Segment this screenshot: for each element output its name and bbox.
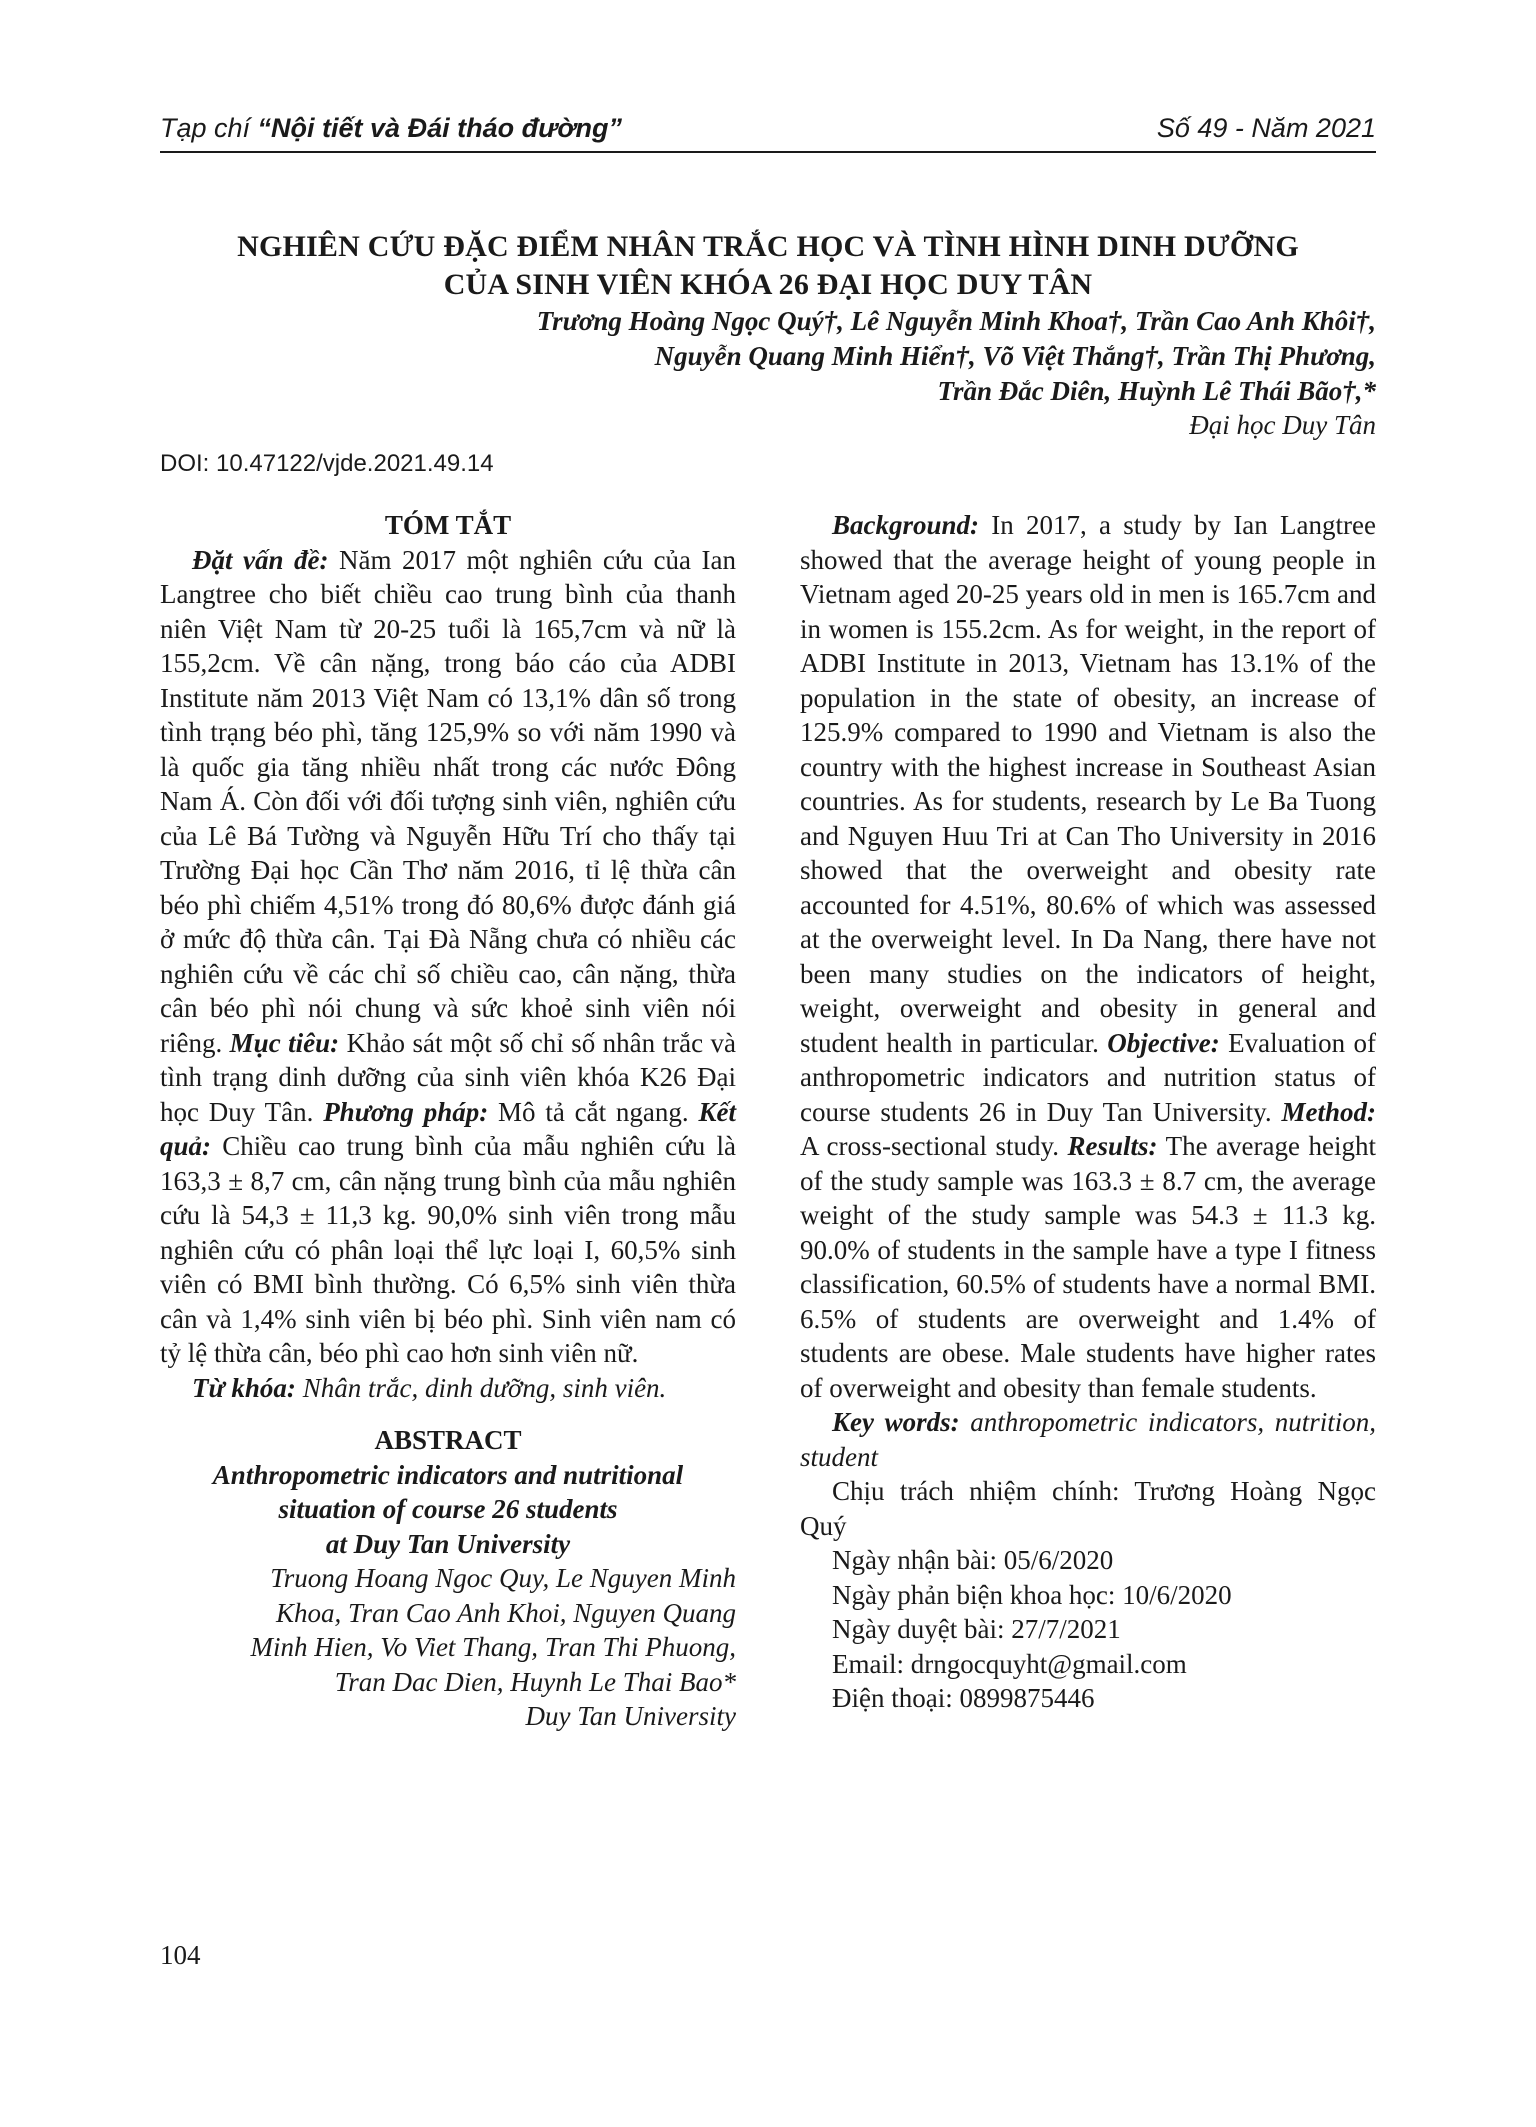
en-abstract-heading: ABSTRACT [374,1425,522,1455]
header-rule [160,151,1376,153]
page-number: 104 [160,1940,201,1970]
date-reviewed: Ngày phản biện khoa học: 10/6/2020 [832,1579,1232,1610]
en-label-method: Method: [1281,1096,1376,1127]
en-label-objective: Objective: [1107,1027,1220,1058]
en-keywords: Key words: anthropometric indicators, nutrition, student [800,1407,1376,1472]
en-abstract-body: Background: In 2017, a study by Ian Langtree showed that the average height of young people in Vietnam aged 20-25 years old in men is 165.7cm and in women is 155.2cm. As for weight, in the report of ADBI Institute in 2013, Vietnam has 13.1% of the population in the state of obesity, an increase of 125.9% compared to 1990 and Vietnam is also the country with the highest increase in Southeast Asian countries. As for students, research by Le Ba Tuong and Nguyen Huu Tri at Can Tho University in 2016 showed that the overweight and obesity rate accounted for 4.51%, 80.6% of which was assessed at the overweight level. In Da Nang, there have not been many studies on the indicators of height, weight, overweight and obesity in general and student health in particular. Objective: Evaluation of anthropometric indicators and nutrition status of course students 26 in Duy Tan University. Method: A cross-sectional study. Results: The average height of the study sample was 163.3 ± 8.7 cm, the average weight of the study sample was 54.3 ± 11.3 kg. 90.0% of students in the sample have a type I fitness classification, 60.5% of students have a normal BMI. 6.5% of students are overweight and 1.4% of students are obese. Male students have higher rates of overweight and obesity than female students. [800,510,1376,1403]
authors-line-2: Nguyễn Quang Minh Hiển†, Võ Việt Thắng†, Trần Thị Phương, [654,341,1376,371]
affiliation: Đại học Duy Tân [1189,410,1376,440]
date-approved: Ngày duyệt bài: 27/7/2021 [832,1614,1121,1644]
doi: DOI: 10.47122/vjde.2021.49.14 [160,450,494,477]
vn-abstract-body: Đặt vấn đề: Năm 2017 một nghiên cứu của Ian Langtree cho biết chiều cao trung bình của thanh niên Việt Nam từ 20-25 tuổi là 165,7cm và nữ là 155,2cm. Về cân nặng, trong báo cáo của ADBI Institute năm 2013 Việt Nam có 13,1% dân số trong tình trạng béo phì, tăng 125,9% so với năm 1990 và là quốc gia tăng nhiều nhất trong các nước Đông Nam Á. Còn đối với đối tượng sinh viên, nghiên cứu của Lê Bá Tường và Nguyễn Hữu Trí cho thấy tại Trường Đại học Cần Thơ năm 2016, tỉ lệ thừa cân béo phì chiếm 4,51% trong đó 80,6% được đánh giá ở mức độ thừa cân. Tại Đà Nẵng chưa có nhiều các nghiên cứu về các chỉ số chiều cao, cân nặng, thừa cân béo phì nói chung và sức khoẻ sinh viên nói riêng. Mục tiêu: Khảo sát một số chỉ số nhân trắc và tình trạng dinh dưỡng của sinh viên khóa K26 Đại học Duy Tân. Phương pháp: Mô tả cắt ngang. Kết quả: Chiều cao trung bình của mẫu nghiên cứu là 163,3 ± 8,7 cm, cân nặng trung bình của mẫu nghiên cứu là 54,3 ± 11,3 kg. 90,0% sinh viên trong mẫu nghiên cứu có phân loại thể lực loại I, 60,5% sinh viên có BMI bình thường. Có 6,5% sinh viên thừa cân và 1,4% sinh viên bị béo phì. Sinh viên nam có tỷ lệ thừa cân, béo phì cao hơn sinh viên nữ. [160,544,736,1368]
en-authors-line-3: Minh Hien, Vo Viet Thang, Tran Thi Phuong, [250,1632,736,1662]
date-received: Ngày nhận bài: 05/6/2020 [832,1545,1114,1575]
vn-label-background: Đặt vấn đề: [192,544,329,575]
contact-phone: Điện thoại: 0899875446 [832,1683,1095,1713]
en-title-line-1: Anthropometric indicators and nutritional [212,1459,684,1490]
running-header [160,113,1376,151]
spacer [160,1405,736,1423]
issue-number: Số 49 - Năm 2021 [1156,113,1376,143]
paper-title-line-2: CỦA SINH VIÊN KHÓA 26 ĐẠI HỌC DUY TÂN [443,268,1093,301]
en-affiliation: Duy Tan University [525,1701,736,1731]
authors-line-3: Trần Đắc Diên, Huỳnh Lê Thái Bão†,* [937,376,1376,406]
correspondence-author: Chịu trách nhiệm chính: Trương Hoàng Ngọc Quý [800,1476,1376,1541]
journal-name: Tạp chí “Nội tiết và Đái tháo đường” [160,113,622,143]
en-authors-line-2: Khoa, Tran Cao Anh Khoi, Nguyen Quang [275,1597,736,1628]
en-label-results: Results: [1067,1131,1158,1161]
vn-keywords: Từ khóa: Nhân trắc, dinh dưỡng, sinh viên. [192,1372,667,1403]
en-authors-line-1: Truong Hoang Ngoc Quy, Le Nguyen Minh [270,1563,736,1593]
en-label-background: Background: [832,510,980,540]
vn-label-method: Phương pháp: [323,1096,489,1127]
vn-abstract-heading: TÓM TẮT [384,510,512,540]
right-column [800,508,1376,1716]
left-column [160,508,736,1734]
vn-label-results: Kết quả: [160,1096,736,1161]
paper-title-line-1: NGHIÊN CỨU ĐẶC ĐIỂM NHÂN TRẮC HỌC VÀ TÌNH HÌNH DINH DƯỠNG [237,230,1299,263]
en-title-line-2: situation of course 26 students [278,1494,618,1524]
en-authors-line-4: Tran Dac Dien, Huynh Le Thai Bao* [334,1666,736,1697]
authors-line-1: Trương Hoàng Ngọc Quý†, Lê Nguyễn Minh Khoa†, Trần Cao Anh Khôi†, [536,306,1376,336]
en-title-line-3: at Duy Tan University [325,1528,571,1559]
vn-label-objective: Mục tiêu: [229,1027,340,1058]
contact-email: Email: drngocquyht@gmail.com [832,1648,1187,1679]
